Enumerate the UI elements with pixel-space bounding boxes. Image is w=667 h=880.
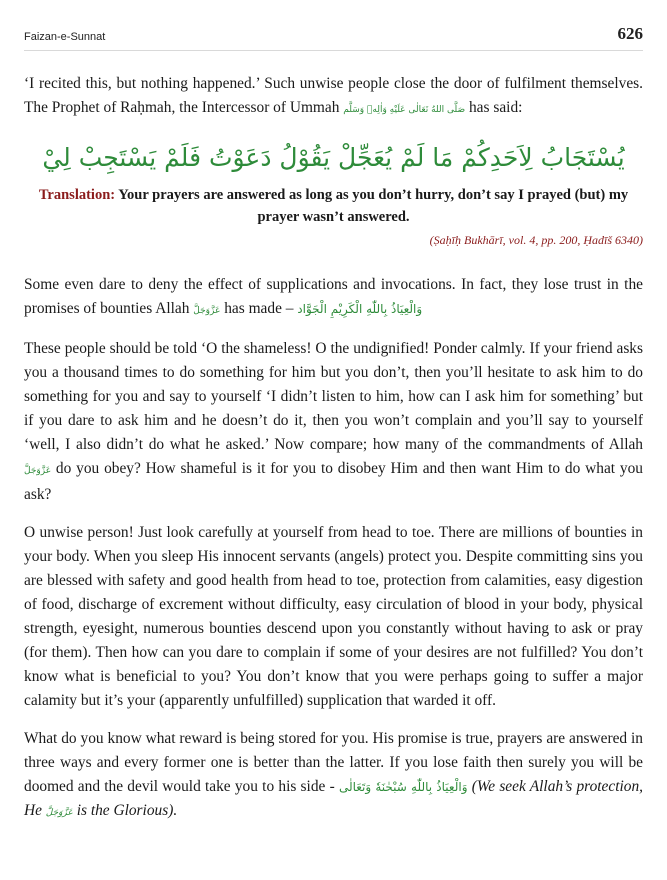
page-number: 626 xyxy=(617,24,643,43)
paragraph-5-paren-b: is the Glorious). xyxy=(72,802,178,819)
paragraph-2-text-b: has made – xyxy=(220,300,298,317)
paragraph-5 xyxy=(24,727,643,825)
hadith-arabic: يُسْتَجَابُ لِاَحَدِكُمْ مَا لَمْ يُعَجِّلْ يَقُوْلُ دَعَوْتُ فَلَمْ يَسْتَجِبْ لِيْ xyxy=(42,143,625,172)
paragraph-5-arabic: وَالْعِيَاذُ بِاللّٰهِ سُبْحٰنَهٗ وَتَعَالٰى xyxy=(338,780,468,794)
paragraph-5-paren-a: (We seek Allah’s protection, He xyxy=(24,778,643,819)
translation-text: Your prayers are answered as long as you don’t hurry, don’t say I prayed (but) my prayer wasn’t answered. xyxy=(115,187,629,225)
azzawajal-arabic: عَزَّوَجَلَّ xyxy=(24,466,52,476)
paragraph-2-arabic: وَالْعِيَاذُ بِاللّٰهِ الْكَرِيْمِ الْجَوَّاد xyxy=(297,302,423,316)
page-header xyxy=(24,22,643,51)
paragraph-5-text-a: What do you know what reward is being stored for you. His promise is true, prayers are answered in three ways and every former one is better than the latter. If you lose faith then surely you will be doomed and the devil would take you to his side - xyxy=(24,730,643,795)
translation-label: Translation: xyxy=(38,187,116,203)
paragraph-1 xyxy=(24,72,643,122)
paragraph-3 xyxy=(24,337,643,507)
paragraph-1-text-b: has said: xyxy=(465,99,523,116)
azzawajal-arabic: عَزَّوَجَلَّ xyxy=(45,808,73,818)
paragraph-3-text-b: do you obey? How shameful is it for you to disobey Him and then want Him to do what you ask? xyxy=(24,460,643,503)
book-title: Faizan-e-Sunnat xyxy=(24,31,106,43)
paragraph-3-text-a: These people should be told ‘O the shameless! O the undignified! Ponder calmly. If your friend asks you a thousand times to do something for him but you don’t, then you’ll hesitate to ask him to do something for you and say to yourself ‘I didn’t listen to him, how can I ask him for something’ but if you dare to ask him and he doesn’t do it, then you won’t complain and you’ll say to yourself ‘well, I also didn’t do what he asked.’ Now compare; how many of the commandments of Allah xyxy=(24,340,643,453)
azzawajal-arabic: عَزَّوَجَلَّ xyxy=(193,306,221,316)
hadith-reference: (Ṣaḥīḥ Bukhārī, vol. 4, pp. 200, Ḥadīš 6340) xyxy=(429,233,643,247)
paragraph-2-text-a: Some even dare to deny the effect of supplications and invocations. In fact, they lose trust in the promises of bounties Allah xyxy=(24,276,643,317)
paragraph-2 xyxy=(24,273,643,323)
paragraph-4: O unwise person! Just look carefully at yourself from head to toe. There are millions of bounties in your body. When you sleep His innocent servants (angels) protect you. Despite committing sins you are blessed with safety and good health from head to toe, protection from calamities, easy digestion of food, discharge of excrement without difficulty, easy circulation of blood in your body, physical strength, eyesight, numerous bounties descend upon you constantly without having to ask or pray (for them). Then how can you dare to complain if some of your desires are not fulfilled? You don’t know what is beneficial to you? You don’t know that you were perhaps going to suffer a major calamity but it’s your (apparently unfulfilled) supplication that warded it off. xyxy=(24,524,643,709)
paragraph-1-text-a: ‘I recited this, but nothing happened.’ Such unwise people close the door of fulfilment themselves. The Prophet of Raḥmah, the Intercessor of Ummah xyxy=(24,75,643,116)
salutation-arabic: صَلَّى اللهُ تَعَالٰی عَلَيْهِ وَاٰلِهٖ وَسَلَّم xyxy=(343,105,466,115)
hadith-translation xyxy=(24,184,643,228)
page-body xyxy=(24,72,643,825)
